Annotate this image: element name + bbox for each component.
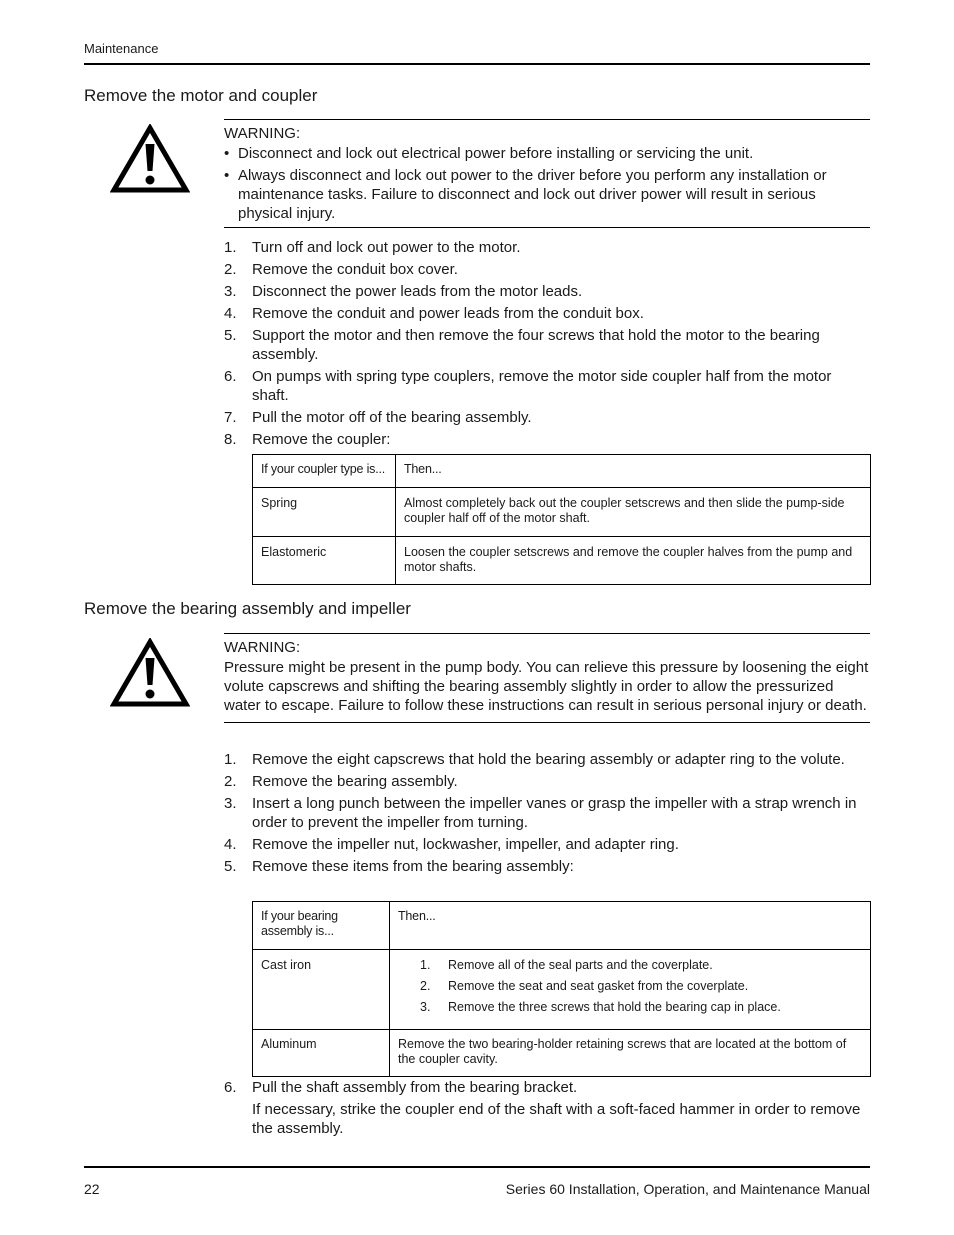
step-text: Remove these items from the bearing assembly:: [252, 858, 574, 875]
warning-top-rule: [224, 119, 870, 120]
step-number: 6.: [224, 1079, 237, 1096]
step-text: Remove the eight capscrews that hold the bearing assembly or adapter ring to the volute.: [252, 751, 845, 768]
step-text: Remove the bearing assembly.: [252, 773, 458, 790]
step-number: 3.: [224, 795, 237, 812]
warning-bullets: [224, 144, 870, 223]
step-text: Remove the conduit box cover.: [252, 261, 458, 278]
table-header-cell: If your bearing assembly is...: [253, 902, 390, 950]
step-text: Remove the impeller nut, lockwasher, impeller, and adapter ring.: [252, 836, 679, 853]
substep-text: Remove all of the seal parts and the coverplate.: [448, 958, 713, 972]
table-header-cell: Then...: [396, 455, 871, 488]
table-cell-action: Loosen the coupler setscrews and remove the coupler halves from the pump and motor shafts.: [396, 537, 871, 585]
table-row: [253, 950, 871, 1030]
step-text: Turn off and lock out power to the motor.: [252, 239, 521, 256]
step-text: Disconnect the power leads from the motor leads.: [252, 283, 583, 300]
substep-number: 2.: [420, 979, 431, 993]
table-header-cell: Then...: [390, 902, 871, 950]
table-cell-type: Spring: [253, 488, 396, 537]
warning-label: WARNING:: [224, 125, 301, 142]
step-text: Pull the shaft assembly from the bearing bracket.: [252, 1079, 578, 1096]
step-item: [224, 857, 870, 876]
section-title-bearing-impeller: Remove the bearing assembly and impeller: [84, 599, 411, 618]
step-item: [224, 794, 870, 832]
step-item: [224, 408, 870, 427]
step-text: Remove the coupler:: [252, 431, 391, 448]
warning-bottom-rule: [224, 227, 870, 228]
substep-number: 1.: [420, 958, 431, 972]
table-header-row: [253, 902, 871, 950]
step-text: On pumps with spring type couplers, remove the motor side coupler half from the motor shaft.: [252, 368, 832, 404]
warning-triangle-icon: [110, 638, 190, 708]
substep-item: [398, 958, 862, 973]
header-rule: [84, 63, 870, 65]
step-item: [224, 750, 870, 769]
step-item: [224, 1078, 870, 1138]
section-title-motor-coupler: Remove the motor and coupler: [84, 86, 318, 105]
final-step-list: [224, 1078, 870, 1141]
running-header: Maintenance: [84, 41, 159, 56]
substep-item: [398, 979, 862, 994]
warning-bullet: • Always disconnect and lock out power to the driver before you perform any installation or maintenance tasks. Failure to disconnect and lock out driver power will result in serious physical injury.: [224, 166, 870, 223]
step-item: [224, 282, 870, 301]
substep-text: Remove the three screws that hold the bearing cap in place.: [448, 1000, 781, 1014]
step-number: 1.: [224, 751, 237, 768]
step-item: [224, 367, 870, 405]
step-item: [224, 238, 870, 257]
warning-top-rule: [224, 633, 870, 634]
manual-title: Series 60 Installation, Operation, and Maintenance Manual: [505, 1181, 870, 1197]
warning-bottom-rule: [224, 722, 870, 723]
step-number: 4.: [224, 836, 237, 853]
table-cell-action: [390, 950, 871, 1030]
substep-number: 3.: [420, 1000, 431, 1014]
warning-bullet: • Disconnect and lock out electrical power before installing or servicing the unit.: [224, 144, 870, 163]
warning-box-pressure: [224, 633, 870, 723]
warning-text: Pressure might be present in the pump body. You can relieve this pressure by loosening the eight volute capscrews and shifting the bearing assembly slightly in order to allow the pressurized water to escape. Failure to follow these instructions can result in serious personal injury or death.: [224, 659, 869, 714]
substeps-list: [398, 958, 862, 1015]
warning-triangle-icon: [110, 124, 190, 194]
substep-text: Remove the seat and seat gasket from the coverplate.: [448, 979, 749, 993]
table-row: [253, 1030, 871, 1077]
step-number: 3.: [224, 283, 237, 300]
step-item: [224, 430, 870, 449]
table-header-cell: If your coupler type is...: [253, 455, 396, 488]
table-header-row: [253, 455, 871, 488]
step-number: 7.: [224, 409, 237, 426]
steps-list-bearing: [224, 750, 870, 879]
step-text: Remove the conduit and power leads from the conduit box.: [252, 305, 644, 322]
step-item: [224, 772, 870, 791]
step-number: 8.: [224, 431, 237, 448]
step-item: [224, 304, 870, 323]
coupler-type-table: [252, 454, 871, 585]
step-item: [224, 326, 870, 364]
warning-label: WARNING:: [224, 639, 301, 656]
steps-list-motor: [224, 238, 870, 452]
step-number: 5.: [224, 327, 237, 344]
step-number: 1.: [224, 239, 237, 256]
warning-box-motor: [224, 119, 870, 228]
table-cell-action: Almost completely back out the coupler setscrews and then slide the pump-side coupler half off of the motor shaft.: [396, 488, 871, 537]
step-number: 4.: [224, 305, 237, 322]
step-number: 6.: [224, 368, 237, 385]
step-text: Support the motor and then remove the four screws that hold the motor to the bearing assembly.: [252, 327, 820, 363]
step-number: 2.: [224, 261, 237, 278]
footer-rule: [84, 1166, 870, 1168]
table-cell-action: Remove the two bearing-holder retaining screws that are located at the bottom of the coupler cavity.: [390, 1030, 871, 1077]
page-number: 22: [84, 1181, 100, 1197]
step-number: 5.: [224, 858, 237, 875]
substep-item: [398, 1000, 862, 1015]
table-row: [253, 488, 871, 537]
step-item: [224, 260, 870, 279]
table-row: [253, 537, 871, 585]
step-text: Insert a long punch between the impeller vanes or grasp the impeller with a strap wrench in order to prevent the impeller from turning.: [252, 795, 857, 831]
table-cell-type: Cast iron: [253, 950, 390, 1030]
step-item: [224, 835, 870, 854]
step-number: 2.: [224, 773, 237, 790]
step-note: If necessary, strike the coupler end of the shaft with a soft-faced hammer in order to remove the assembly.: [252, 1101, 861, 1137]
table-cell-type: Aluminum: [253, 1030, 390, 1077]
step-text: Pull the motor off of the bearing assembly.: [252, 409, 532, 426]
bearing-assembly-table: [252, 901, 871, 1077]
table-cell-type: Elastomeric: [253, 537, 396, 585]
